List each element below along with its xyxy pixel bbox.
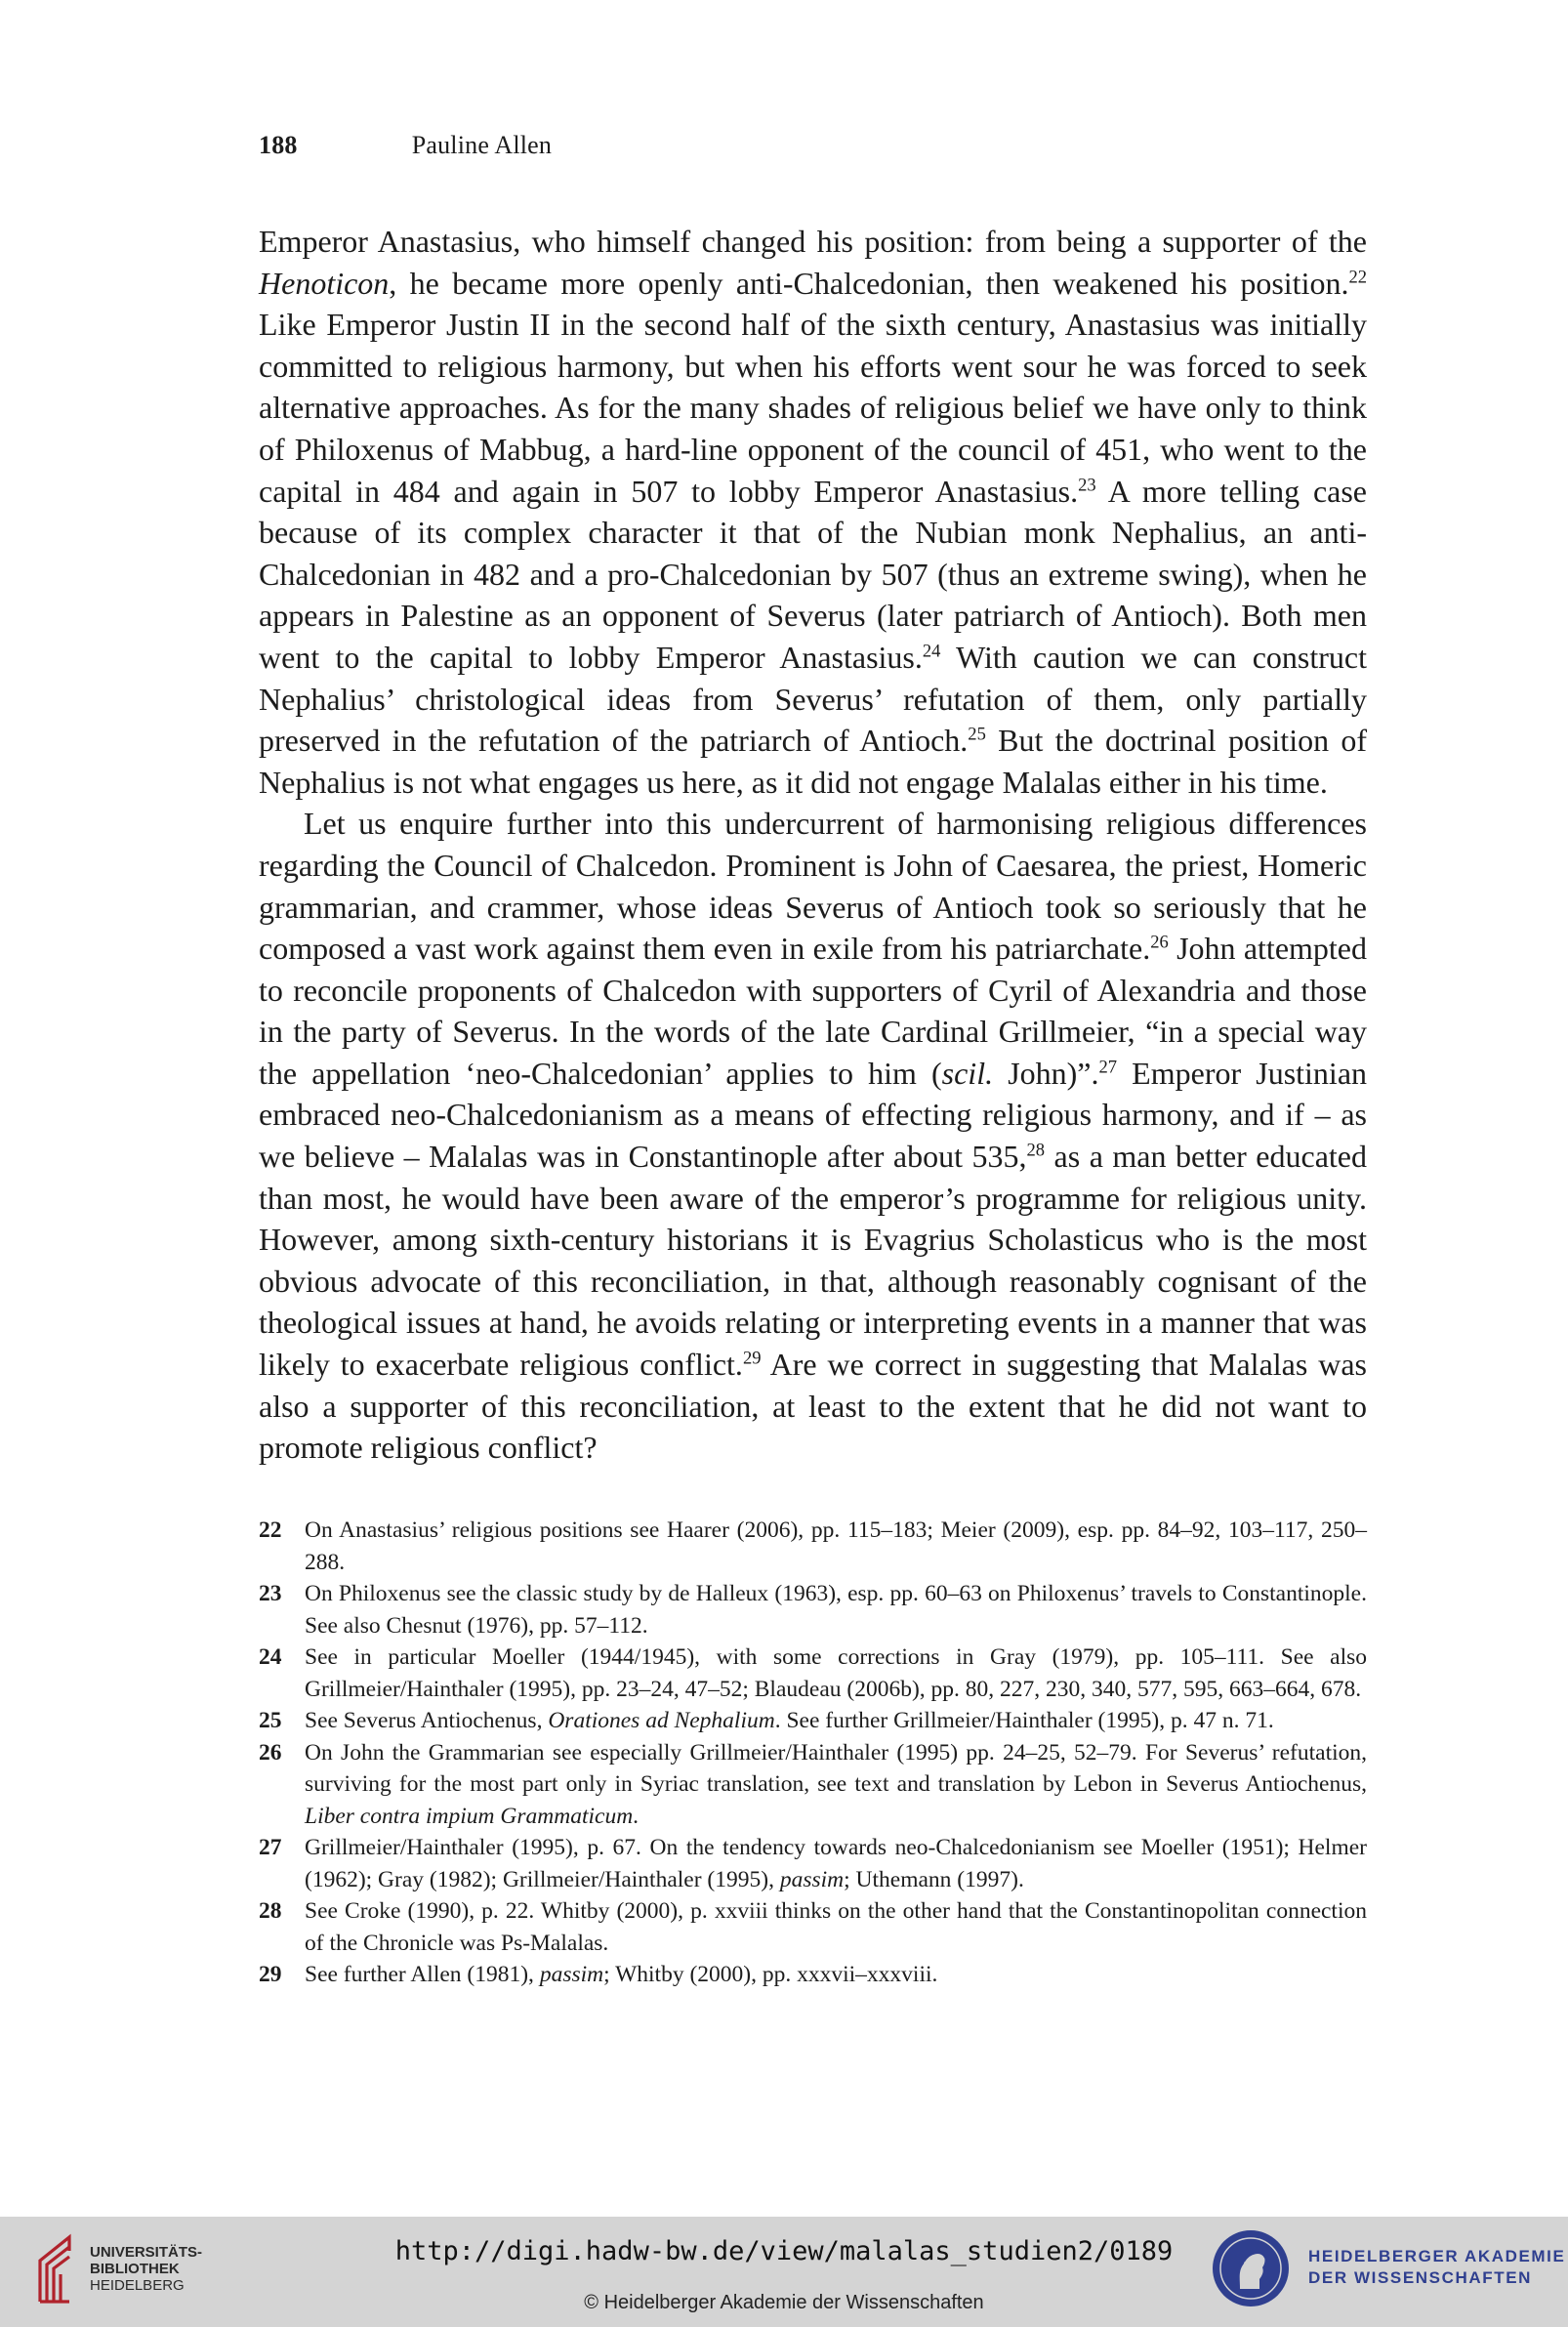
footnote-22: [259, 1515, 1367, 1578]
footnote-number: 24: [259, 1644, 282, 1670]
footnote-text: See further Allen (1981), passim; Whitby (2000), pp. xxxvii–xxxviii.: [305, 1962, 938, 1987]
footnote-number: 28: [259, 1898, 282, 1924]
footnote-29: [259, 1959, 1367, 1991]
footnote-number: 25: [259, 1708, 282, 1733]
footnote-number: 27: [259, 1835, 282, 1860]
footnote-ref-22[interactable]: 22: [1348, 267, 1367, 288]
permalink-url[interactable]: http://digi.hadw-bw.de/view/malalas_studien2/0189: [394, 2236, 1174, 2266]
footnote-ref-27[interactable]: 27: [1098, 1057, 1118, 1078]
footnote-text: See in particular Moeller (1944/1945), with some corrections in Gray (1979), pp. 105–111. See also Grillmeier/Hainthaler (1995), pp. 23–24, 47–52; Blaudeau (2006b), pp. 80, 227, 230, 340, 577, 595, 663–664, 678.: [305, 1644, 1367, 1702]
footnote-number: 22: [259, 1517, 282, 1543]
footnote-text: See Croke (1990), p. 22. Whitby (2000), p. xxviii thinks on the other hand that the Constantinopolitan connection of the Chronicle was Ps-Malalas.: [305, 1898, 1367, 1956]
university-library-name[interactable]: UNIVERSITÄTS- BIBLIOTHEK HEIDELBERG: [90, 2244, 203, 2294]
academy-seal-icon[interactable]: [1211, 2228, 1291, 2308]
footnote-ref-25[interactable]: 25: [968, 724, 986, 745]
footnote-text: On Philoxenus see the classic study by de Halleux (1963), esp. pp. 60–63 on Philoxenus’ travels to Constantinople. See also Chesnut (1976), pp. 57–112.: [305, 1581, 1367, 1639]
running-header: [259, 131, 552, 160]
footnote-text: Grillmeier/Hainthaler (1995), p. 67. On the tendency towards neo-Chalcedonianism see Moeller (1951); Helmer (1962); Gray (1982); Grillmeier/Hainthaler (1995), passim; Uthemann (1997).: [305, 1835, 1367, 1892]
footnote-26: [259, 1737, 1367, 1833]
footnote-27: [259, 1832, 1367, 1895]
footnote-ref-23[interactable]: 23: [1078, 475, 1096, 496]
paragraph-2: Let us enquire further into this undercurrent of harmonising religious differences regarding the Council of Chalcedon. Prominent is John of Caesarea, the priest, Homeric grammarian, and crammer, whose ideas Severus of Antioch took so seriously that he composed a vast work against them even in exile from his patriarchate.$^{26}$ John attempted to reconcile proponents of Chalcedon with supporters of Cyril of Alexandria and those in the party of Severus. In the words of the late Cardinal Grillmeier, “in a special way the appellation ‘neo-Chalcedonian’ applies to him (scil. John)”.$^{27}$ Emperor Justinian embraced neo-Chalcedonianism as a means of effecting religious harmony, and if – as we believe – Malalas was in Constantinople after about 535,28 as a man better educated than most, he would have been aware of the emperor’s programme for religious unity. However, among sixth-century historians it is Evagrius Scholasticus who is the most obvious advocate of this reconciliation, in that, although reasonably cognisant of the theological issues at hand, he avoids relating or interpreting events in a manner that was likely to exacerbate religious conflict.$^{29}$ Are we correct in suggesting that Malalas was also a supporter of this reconciliation, at least to the extent that he did not want to promote religious conflict?: [259, 806, 1368, 1466]
footnote-ref-24[interactable]: 24: [922, 641, 941, 662]
copyright-notice: © Heidelberger Akademie der Wissenschaften: [584, 2292, 984, 2313]
footnote-ref-28[interactable]: 28: [1026, 1140, 1046, 1161]
footnote-ref-29[interactable]: 29: [742, 1348, 762, 1369]
footnote-number: 26: [259, 1739, 282, 1766]
footnote-text: See Severus Antiochenus, Orationes ad Nephalium. See further Grillmeier/Hainthaler (1995), p. 47 n. 71.: [305, 1708, 1274, 1733]
main-text: [259, 221, 1367, 1469]
footnote-number: 23: [259, 1581, 282, 1606]
footnotes: [259, 1515, 1367, 1991]
running-author: Pauline Allen: [411, 131, 553, 159]
footnote-25: [259, 1705, 1367, 1737]
paragraph-1: Emperor Anastasius, who himself changed his position: from being a supporter of the Henoticon, he became more openly anti-Chalcedonian, then weakened his position.$^{22}$ Like Emperor Justin II in the second half of the sixth century, Anastasius was initially committed to religious harmony, but when his efforts went sour he was forced to seek alternative approaches. As for the many shades of religious belief we have only to think of Philoxenus of Mabbug, a hard-line opponent of the council of 451, who went to the capital in 484 and again in 507 to lobby Emperor Anastasius.$^{23}$ A more telling case because of its complex character it that of the Nubian monk Nephalius, an anti-Chalcedonian in 482 and a pro-Chalcedonian by 507 (thus an extreme swing), when he appears in Palestine as an opponent of Severus (later patriarch of Antioch). Both men went to the capital to lobby Emperor Anastasius.$^{24}$ With caution we can construct Nephalius’ christological ideas from Severus’ refutation of them, only partially preserved in the refutation of the patriarch of Antioch.$^{25}$ But the doctrinal position of Nephalius is not what engages us here, as it did not engage Malalas either in his time.: [259, 224, 1368, 800]
academy-name[interactable]: HEIDELBERGER AKADEMIE DER WISSENSCHAFTEN: [1308, 2247, 1566, 2287]
footnote-text: On Anastasius’ religious positions see Haarer (2006), pp. 115–183; Meier (2009), esp. pp. 84–92, 103–117, 250–288.: [305, 1517, 1367, 1575]
footnote-23: [259, 1578, 1367, 1641]
footnote-24: [259, 1641, 1367, 1705]
footnote-ref-26[interactable]: 26: [1150, 932, 1169, 953]
digitization-footer: [0, 2217, 1568, 2327]
page-number: 188: [259, 131, 298, 159]
footnote-number: 29: [259, 1962, 282, 1987]
footnote-text: On John the Grammarian see especially Grillmeier/Hainthaler (1995) pp. 24–25, 52–79. For Severus’ refutation, surviving for the most part only in Syriac translation, see text and translation by Lebon in Severus Antiochenus, Liber contra impium Grammaticum.: [305, 1739, 1367, 1829]
footnote-28: [259, 1895, 1367, 1959]
